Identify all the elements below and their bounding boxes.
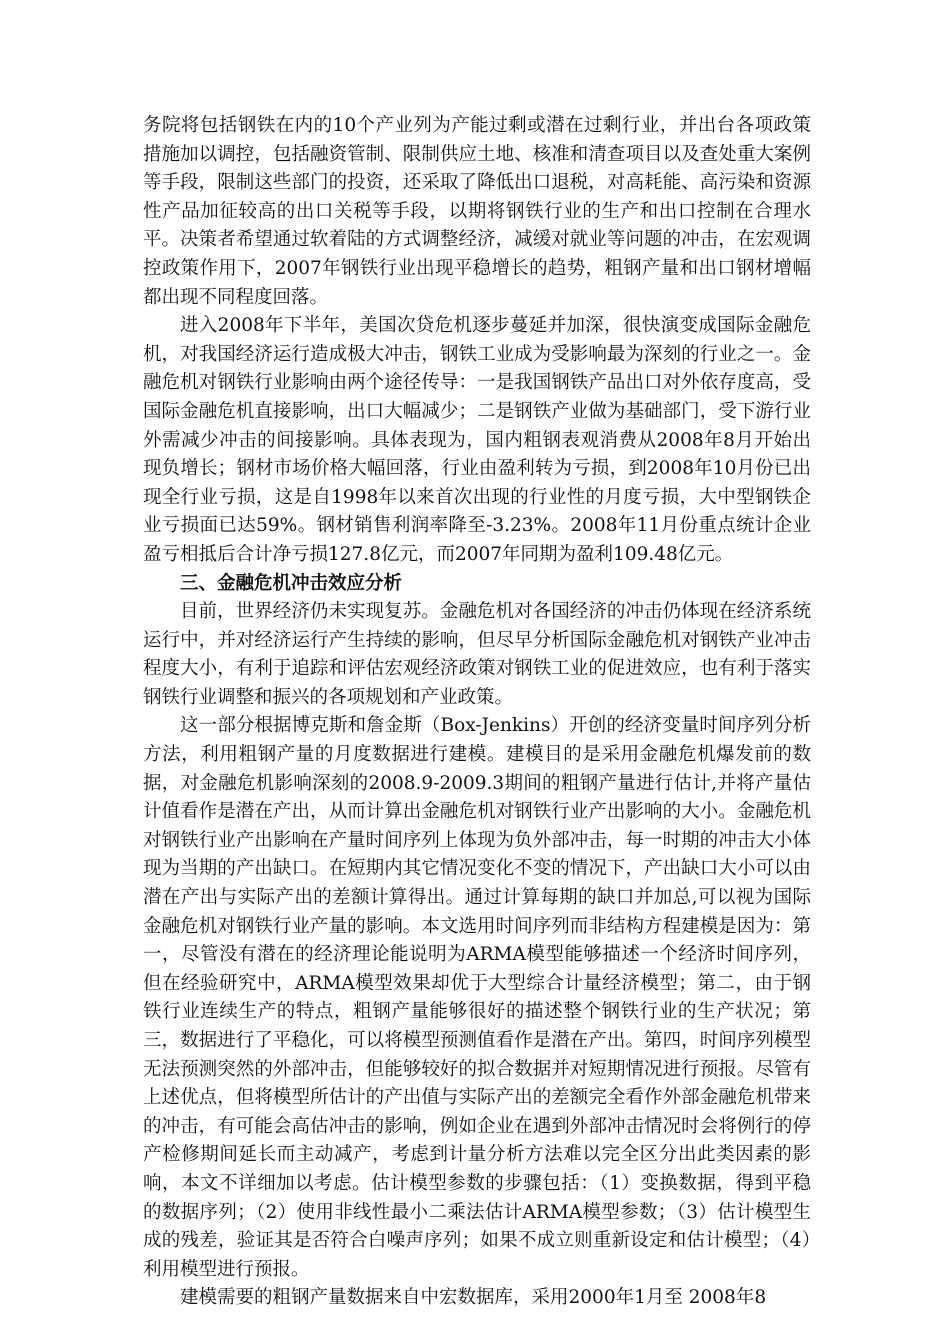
paragraph-policy-controls: 务院将包括钢铁在内的10个产业列为产能过剩或潜在过剩行业，并出台各项政策措施加以调控，包括融资管制、限制供应土地、核准和清查项目以及查处重大案例等手段，限制这些部门的投资，还采取了降低出口退税，对高耗能、高污染和资源性产品加征较高的出口关税等手段，以期将钢铁行业的生产和出口控制在合理水平。决策者希望通过软着陆的方式调整经济，减缓对就业等问题的冲击，在宏观调控政策作用下，2007年钢铁行业出现平稳增长的趋势，粗钢产量和出口钢材增幅都出现不同程度回落。 xyxy=(143,115,811,308)
document-body xyxy=(143,112,811,1313)
paragraph-data-source: 建模需要的粗钢产量数据来自中宏数据库，采用2000年1月至 2008年8 xyxy=(180,1287,767,1309)
paragraph-world-economy: 目前，世界经济仍未实现复苏。金融危机对各国经济的冲击仍体现在经济系统运行中，并对经济运行产生持续的影响，但尽早分析国际金融危机对钢铁产业冲击程度大小，有利于追踪和评估宏观经济政策对钢铁工业的促进效应，也有利于落实钢铁行业调整和振兴的各项规划和产业政策。 xyxy=(143,601,811,708)
section-heading: 三、金融危机冲击效应分析 xyxy=(180,572,403,594)
paragraph-financial-crisis-impact: 进入2008年下半年，美国次贷危机逐步蔓延并加深，很快演变成国际金融危机，对我国经济运行造成极大冲击，钢铁工业成为受影响最为深刻的行业之一。金融危机对钢铁行业影响由两个途径传导：一是我国钢铁产品出口对外依存度高，受国际金融危机直接影响，出口大幅减少；二是钢铁产业做为基础部门，受下游行业外需减少冲击的间接影响。具体表现为，国内粗钢表观消费从2008年8月开始出现负增长；钢材市场价格大幅回落，行业由盈利转为亏损，到2008年10月份已出现全行业亏损，这是自1998年以来首次出现的行业性的月度亏损，大中型钢铁企业亏损面已达59%。钢材销售利润率降至-3.23%。2008年11月份重点统计企业盈亏相抵后合计净亏损127.8亿元，而2007年同期为盈利109.48亿元。 xyxy=(143,315,811,565)
paragraph-box-jenkins-method: 这一部分根据博克斯和詹金斯（Box-Jenkins）开创的经济变量时间序列分析方法，利用粗钢产量的月度数据进行建模。建模目的是采用金融危机爆发前的数据，对金融危机影响深刻的2008.9-2009.3期间的粗钢产量进行估计,并将产量估计值看作是潜在产出，从而计算出金融危机对钢铁行业产出影响的大小。金融危机对钢铁行业产出影响在产量时间序列上体现为负外部冲击，每一时期的冲击大小体现为当期的产出缺口。在短期内其它情况变化不变的情况下，产出缺口大小可以由潜在产出与实际产出的差额计算得出。通过计算每期的缺口并加总,可以视为国际金融危机对钢铁行业产量的影响。本文选用时间序列而非结构方程建模是因为：第一，尽管没有潜在的经济理论能说明为ARMA模型能够描述一个经济时间序列，但在经验研究中，ARMA模型效果却优于大型综合计量经济模型；第二，由于钢铁行业连续生产的特点，粗钢产量能够很好的描述整个钢铁行业的生产状况；第三，数据进行了平稳化，可以将模型预测值看作是潜在产出。第四，时间序列模型无法预测突然的外部冲击，但能够较好的拟合数据并对短期情况进行预报。尽管有上述优点，但将模型所估计的产出值与实际产出的差额完全看作外部金融危机带来的冲击，有可能会高估冲击的影响，例如企业在遇到外部冲击情况时会将例行的停产检修期间延长而主动减产，考虑到计量分析方法难以完全区分出此类因素的影响，本文不详细加以考虑。估计模型参数的步骤包括：（1）变换数据，得到平稳的数据序列；（2）使用非线性最小二乘法估计ARMA模型参数；（3）估计模型生成的残差，验证其是否符合白噪声序列；如果不成立则重新设定和估计模型；（4）利用模型进行预报。 xyxy=(143,715,811,1280)
